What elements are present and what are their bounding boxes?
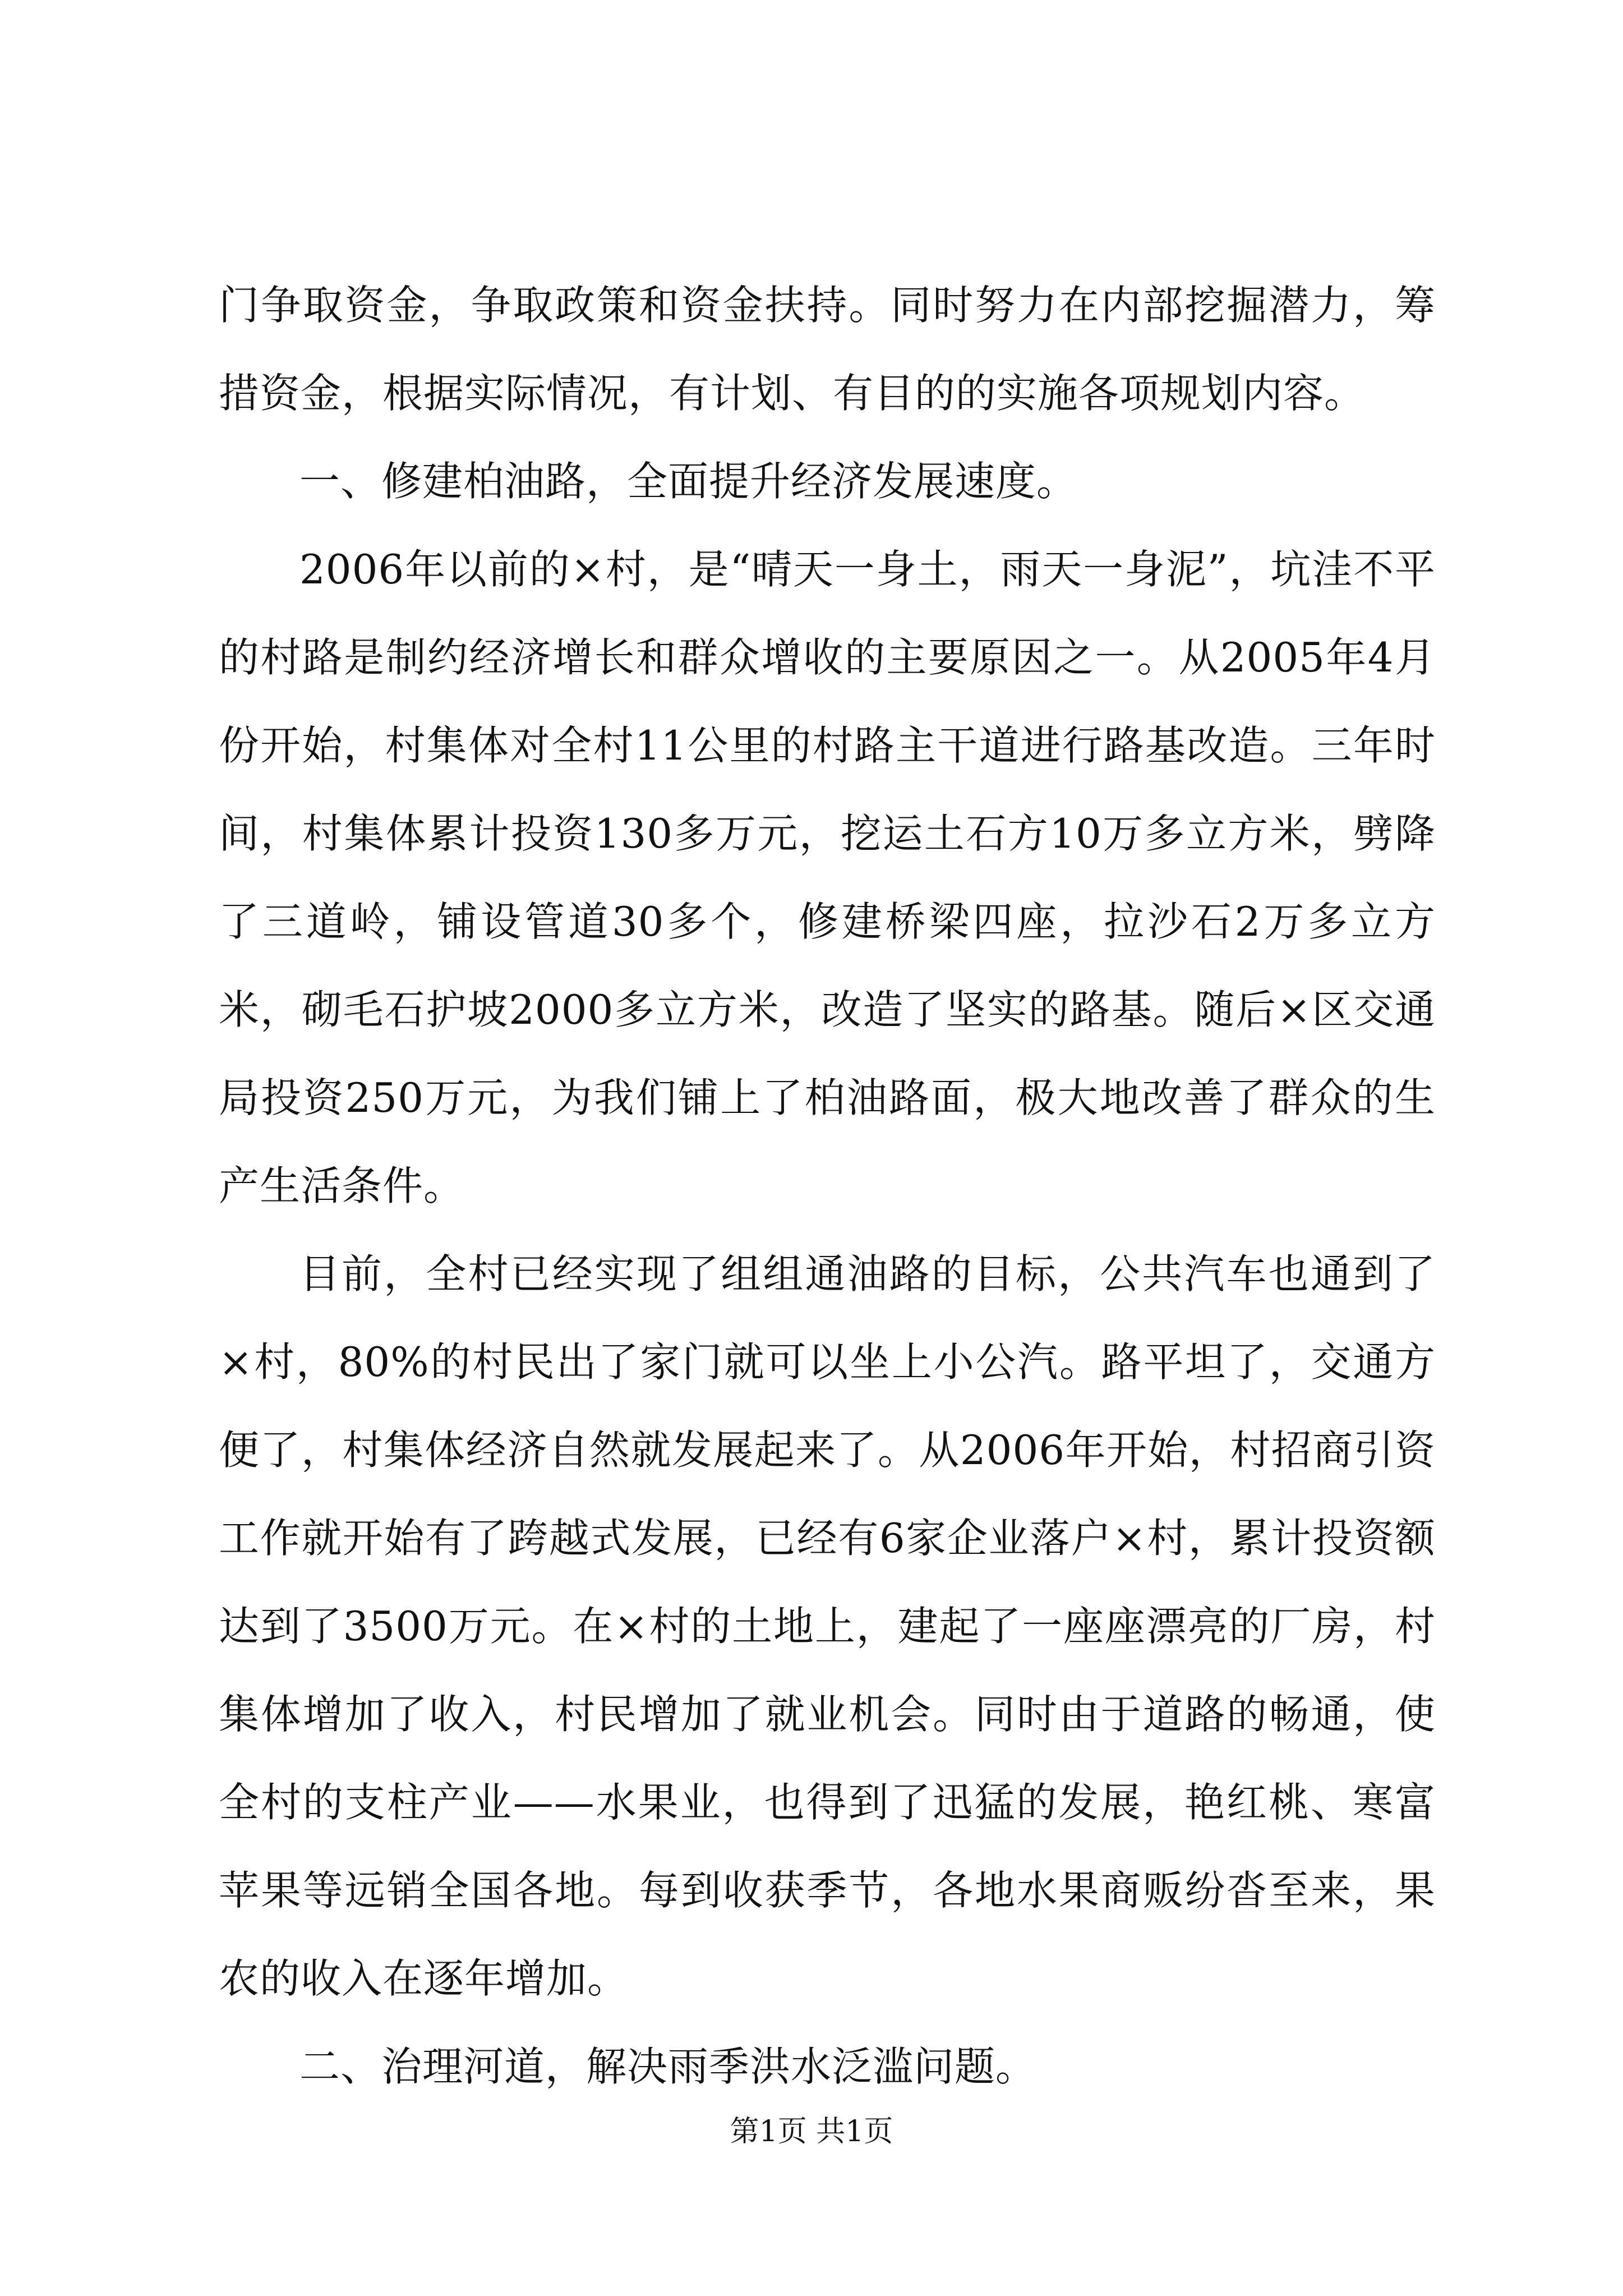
paragraph-continuation: 门争取资金，争取政策和资金扶持。同时努力在内部挖掘潜力，筹措资金，根据实际情况，有计划、有目的的实施各项规划内容。 [219,282,1436,417]
section-heading-1: 一、修建柏油路，全面提升经济发展速度。 [299,458,1078,505]
section-heading-2: 二、治理河道，解决雨季洪水泛滥问题。 [299,2043,1037,2090]
document-body [219,261,1436,2111]
paragraph-road-history: 2006年以前的×村，是“晴天一身土，雨天一身泥”，坑洼不平的村路是制约经济增长和群众增收的主要原因之一。从2005年4月份开始，村集体对全村11公里的村路主干道进行路基改造。三年时间，村集体累计投资130多万元，挖运土石方10万多立方米，劈降了三道岭，铺设管道30多个，修建桥梁四座，拉沙石2万多立方米，砌毛石护坡2000多立方米，改造了坚实的路基。随后×区交通局投资250万元，为我们铺上了柏油路面，极大地改善了群众的生产生活条件。 [219,546,1436,1209]
paragraph-road-results: 目前，全村已经实现了组组通油路的目标，公共汽车也通到了×村，80%的村民出了家门就可以坐上小公汽。路平坦了，交通方便了，村集体经济自然就发展起来了。从2006年开始，村招商引资工作就开始有了跨越式发展，已经有6家企业落户×村，累计投资额达到了3500万元。在×村的土地上，建起了一座座漂亮的厂房，村集体增加了收入，村民增加了就业机会。同时由于道路的畅通，使全村的支柱产业——水果业，也得到了迅猛的发展，艳红桃、寒富苹果等远销全国各地。每到收获季节，各地水果商贩纷沓至来，果农的收入在逐年增加。 [219,1250,1436,2002]
page-footer: 第1页 共1页 [730,2115,893,2148]
